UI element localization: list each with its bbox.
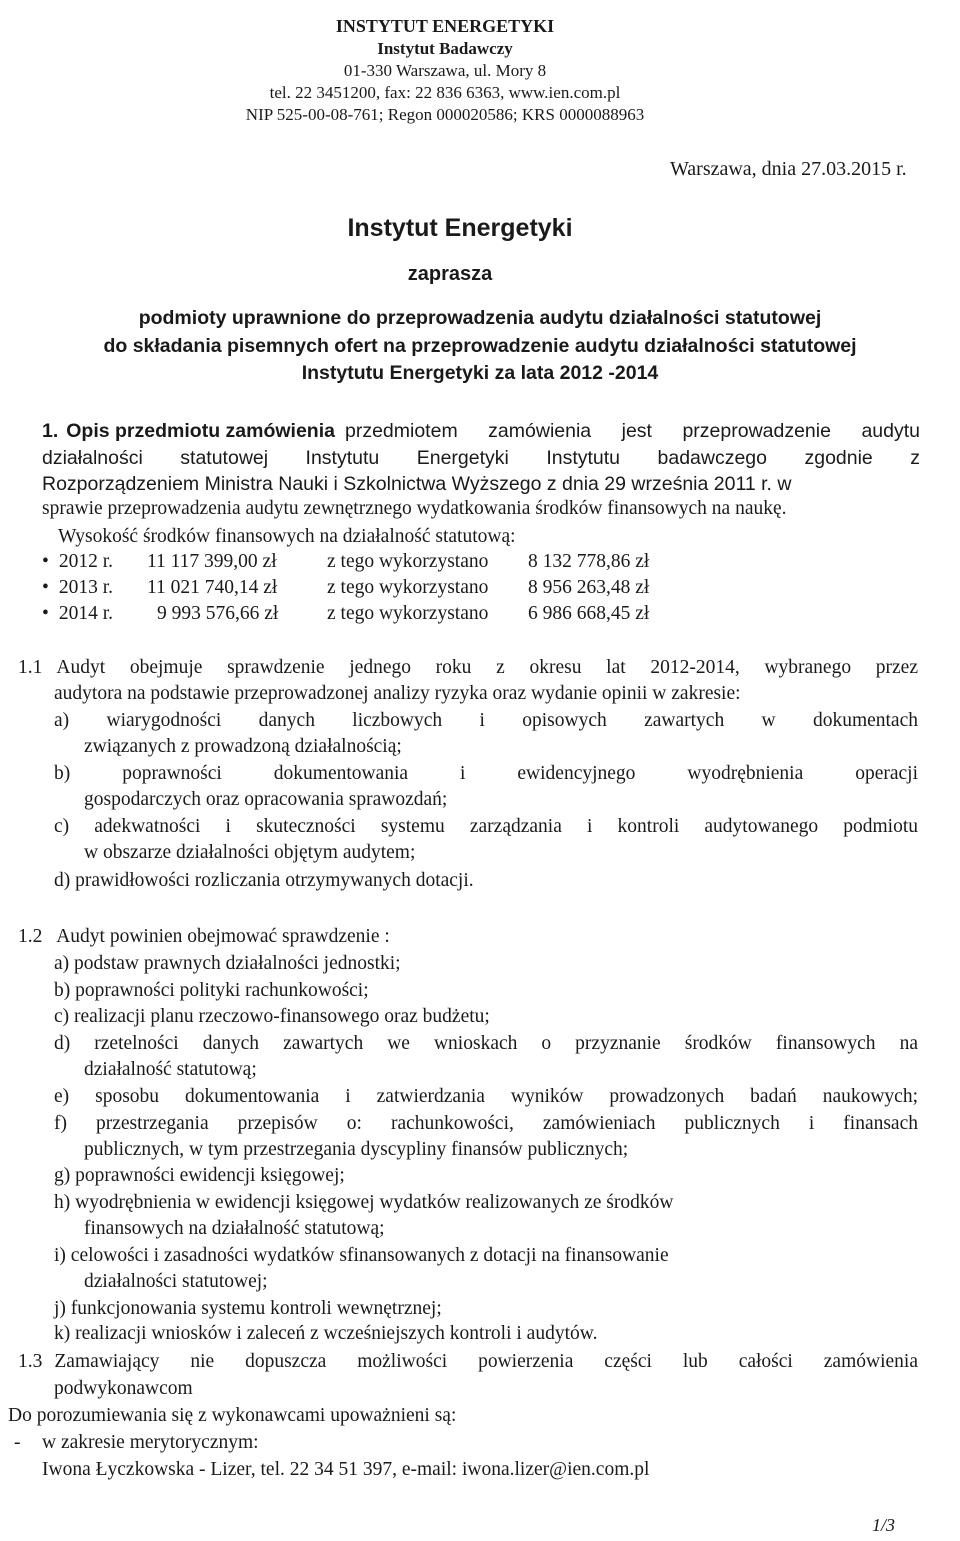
funds-used: 8 956 263,48 zł	[528, 577, 650, 598]
s1-2-item: e) sposobu dokumentowania i zatwierdzania wyników prowadzonych badań naukowych;	[54, 1086, 918, 1107]
contact-scope: w zakresie merytorycznym:	[42, 1432, 259, 1453]
funds-label: Wysokość środków finansowych na działalność statutową:	[58, 526, 516, 547]
s1-1-item: d) prawidłowości rozliczania otrzymywanych dotacji.	[54, 870, 474, 891]
funds-amount: 9 993 576,66 zł	[157, 603, 279, 624]
title-line-3: Instytutu Energetyki za lata 2012 -2014	[301, 362, 659, 384]
funds-used-label: z tego wykorzystano	[327, 551, 489, 572]
funds-used-label: z tego wykorzystano	[327, 577, 489, 598]
funds-used-label: z tego wykorzystano	[327, 603, 489, 624]
s1-2-item: j) funkcjonowania systemu kontroli wewnętrznej;	[54, 1298, 442, 1319]
s1-1-first-line	[18, 657, 918, 679]
s1-2-intro: Audyt powinien obejmować sprawdzenie :	[56, 926, 390, 947]
s1-2-item: c) realizacji planu rzeczowo-finansowego oraz budżetu;	[54, 1006, 490, 1027]
page-number: 1/3	[872, 1515, 896, 1535]
s1-2-item: i) celowości i zasadności wydatków sfinansowanych z dotacji na finansowanie	[54, 1245, 669, 1266]
document-date: Warszawa, dnia 27.03.2015 r.	[670, 158, 907, 180]
funds-amount: 11 117 399,00 zł	[147, 551, 277, 572]
s1-3-number: 1.3	[18, 1351, 43, 1372]
section1-first-line	[42, 420, 920, 443]
s1-1-item: związanych z prowadzoną działalnością;	[84, 736, 402, 757]
s1-3-first-line	[18, 1351, 918, 1373]
s1-2-item: działalność statutową;	[84, 1059, 257, 1080]
funds-year: • 2013 r.	[42, 577, 113, 599]
contact-intro: Do porozumiewania się z wykonawcami upoważnieni są:	[8, 1405, 457, 1426]
funds-used: 6 986 668,45 zł	[528, 603, 650, 624]
org-contact: tel. 22 3451200, fax: 22 836 6363, www.ien.com.pl	[269, 83, 621, 102]
s1-2-item: a) podstaw prawnych działalności jednostki;	[54, 953, 401, 974]
s1-2-item: finansowych na działalność statutową;	[84, 1218, 385, 1239]
s1-3-line: podwykonawcom	[54, 1378, 193, 1399]
section1-line: sprawie przeprowadzenia audytu zewnętrznego wydatkowania środków finansowych na naukę.	[42, 498, 787, 519]
s1-1-item: c) adekwatności i skuteczności systemu zarządzania i kontroli audytowanego podmiotu	[54, 816, 918, 837]
s1-1-item: b) poprawności dokumentowania i ewidencyjnego wyodrębnienia operacji	[54, 763, 918, 784]
s1-2-item: działalności statutowej;	[84, 1271, 268, 1292]
s1-2-item: b) poprawności polityki rachunkowości;	[54, 980, 369, 1001]
s1-1-intro: audytora na podstawie przeprowadzonej analizy ryzyka oraz wydanie opinii w zakresie:	[54, 683, 741, 704]
org-type: Instytut Badawczy	[377, 39, 513, 58]
s1-2-item: k) realizacji wniosków i zaleceń z wcześniejszych kontroli i audytów.	[54, 1323, 598, 1344]
title-org: Instytut Energetyki	[347, 214, 573, 242]
s1-1-item: w obszarze działalności objętym audytem;	[84, 842, 416, 863]
section1-line: działalności statutowej Instytutu Energetyki Instytutu badawczego zgodnie z	[42, 447, 920, 469]
s1-1-intro: Audyt obejmuje sprawdzenie jednego roku z okresu lat 2012-2014, wybranego przez	[56, 657, 918, 678]
funds-list	[42, 551, 722, 631]
org-name: INSTYTUT ENERGETYKI	[335, 16, 555, 36]
funds-used: 8 132 778,86 zł	[528, 551, 650, 572]
s1-2-item: d) rzetelności danych zawartych we wnioskach o przyznanie środków finansowych na	[54, 1033, 918, 1054]
s1-2-item: publicznych, w tym przestrzegania dyscypliny finansów publicznych;	[84, 1139, 629, 1160]
org-registry: NIP 525-00-08-761; Regon 000020586; KRS 0000088963	[245, 105, 645, 124]
funds-year: • 2012 r.	[42, 551, 113, 573]
s1-2-number: 1.2	[18, 926, 43, 947]
s1-2-item: g) poprawności ewidencji księgowej;	[54, 1165, 345, 1186]
s1-3-line: Zamawiający nie dopuszcza możliwości powierzenia części lub całości zamówienia	[54, 1351, 918, 1372]
title-line-2: do składania pisemnych ofert na przeprowadzenie audytu działalności statutowej	[103, 335, 857, 357]
section1-line: przedmiotem zamówienia jest przeprowadzenie audytu	[344, 420, 920, 442]
contact-dash: -	[14, 1432, 21, 1453]
section1-heading: Opis przedmiotu zamówienia	[66, 420, 335, 442]
s1-2-first-line	[18, 926, 390, 948]
contact-person: Iwona Łyczkowska - Lizer, tel. 22 34 51 397, e-mail: iwona.lizer@ien.com.pl	[42, 1459, 650, 1480]
s1-1-number: 1.1	[18, 657, 43, 678]
title-line-1: podmioty uprawnione do przeprowadzenia audytu działalności statutowej	[138, 307, 822, 329]
section1-number: 1.	[42, 420, 59, 442]
s1-1-item: a) wiarygodności danych liczbowych i opisowych zawartych w dokumentach	[54, 710, 918, 731]
funds-year: • 2014 r.	[42, 603, 113, 625]
s1-2-item: f) przestrzegania przepisów o: rachunkowości, zamówieniach publicznych i finansach	[54, 1113, 918, 1134]
org-address: 01-330 Warszawa, ul. Mory 8	[343, 61, 547, 80]
funds-amount: 11 021 740,14 zł	[147, 577, 278, 598]
s1-1-item: gospodarczych oraz opracowania sprawozdań;	[84, 789, 448, 810]
section1-line: Rozporządzeniem Ministra Nauki i Szkolnictwa Wyższego z dnia 29 września 2011 r. w	[42, 473, 792, 495]
title-invites: zaprasza	[407, 263, 493, 285]
s1-2-item: h) wyodrębnienia w ewidencji księgowej wydatków realizowanych ze środków	[54, 1192, 674, 1213]
